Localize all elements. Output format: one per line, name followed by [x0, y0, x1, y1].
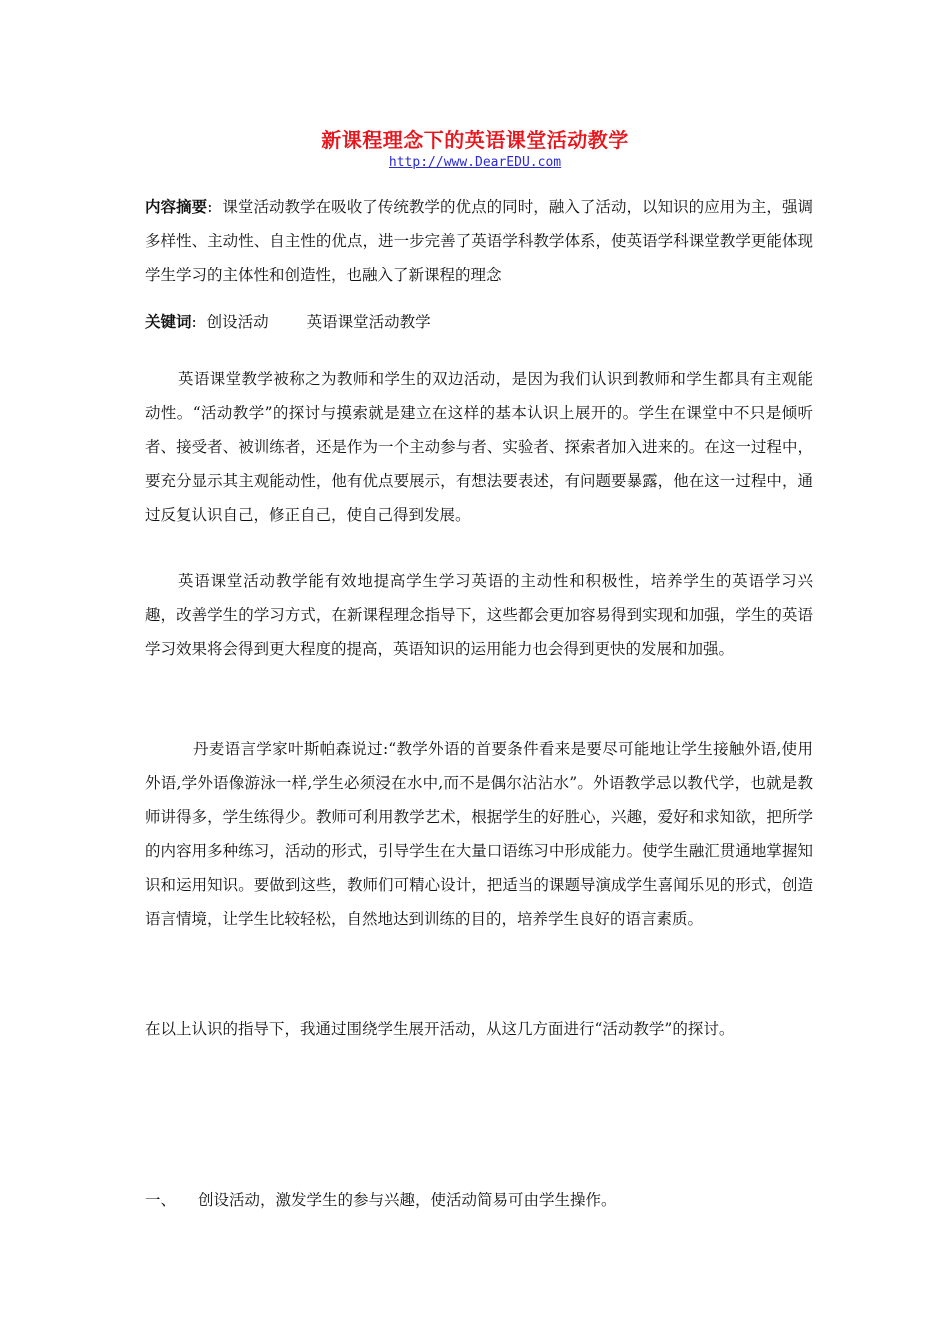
section-heading-text: 创设活动，激发学生的参与兴趣，使活动简易可由学生操作。: [198, 1191, 617, 1209]
section-number: 一、: [145, 1191, 177, 1209]
keyword-item: 英语课堂活动教学: [306, 313, 431, 331]
body-paragraph: 英语课堂活动教学能有效地提高学生学习英语的主动性和积极性，培养学生的英语学习兴趣，改善学生的学习方式，在新课程理念指导下，这些都会更加容易得到实现和加强，学生的英语学习效果将会得到更大程度的提高，英语知识的运用能力也会得到更快的发展和加强。: [145, 572, 813, 658]
body-paragraph: 在以上认识的指导下，我通过围绕学生展开活动，从这几方面进行“活动教学”的探讨。: [145, 1020, 735, 1038]
keywords: 关键词: 创设活动 英语课堂活动教学: [145, 312, 431, 331]
abstract-label: 内容摘要: [145, 197, 208, 216]
section-heading: [145, 1183, 813, 1217]
document-title: 新课程理念下的英语课堂活动教学: [321, 128, 629, 152]
body-paragraph: 英语课堂教学被称之为教师和学生的双边活动，是因为我们认识到教师和学生都具有主观能动性。“活动教学”的探讨与摸索就是建立在这样的基本认识上展开的。学生在课堂中不只是倾听者、接受者、被训练者，还是作为一个主动参与者、实验者、探索者加入进来的。在这一过程中，要充分显示其主观能动性，他有优点要展示，有想法要表述，有问题要暴露，他在这一过程中，通过反复认识自己，修正自己，使自己得到发展。: [145, 370, 813, 524]
abstract: 内容摘要: 课堂活动教学在吸收了传统教学的优点的同时，融入了活动，以知识的应用为主，强调多样性、主动性、自主性的优点，进一步完善了英语学科教学体系，使英语学科课堂教学更能体现学生学习的主体性和创造性，也融入了新课程的理念: [145, 197, 813, 284]
keyword-item: 创设活动: [206, 313, 269, 331]
body-paragraph: 丹麦语言学家叶斯帕森说过:“教学外语的首要条件看来是要尽可能地让学生接触外语,使用外语,学外语像游泳一样,学生必须浸在水中,而不是偶尔沾沾水”。外语教学忌以教代学，也就是教师讲得多，学生练得少。教师可利用教学艺术，根据学生的好胜心，兴趣，爱好和求知欲，把所学的内容用多种练习，活动的形式，引导学生在大量口语练习中形成能力。使学生融汇贯通地掌握知识和运用知识。要做到这些，教师们可精心设计，把适当的课题导演成学生喜闻乐见的形式，创造语言情境，让学生比较轻松，自然地达到训练的目的，培养学生良好的语言素质。: [145, 740, 813, 928]
source-link[interactable]: http://www.DearEDU.com: [388, 155, 562, 170]
keywords-label: 关键词: [145, 312, 192, 331]
abstract-text: 课堂活动教学在吸收了传统教学的优点的同时，融入了活动，以知识的应用为主，强调多样性、主动性、自主性的优点，进一步完善了英语学科教学体系，使英语学科课堂教学更能体现学生学习的主体性和创造性，也融入了新课程的理念: [145, 198, 813, 284]
